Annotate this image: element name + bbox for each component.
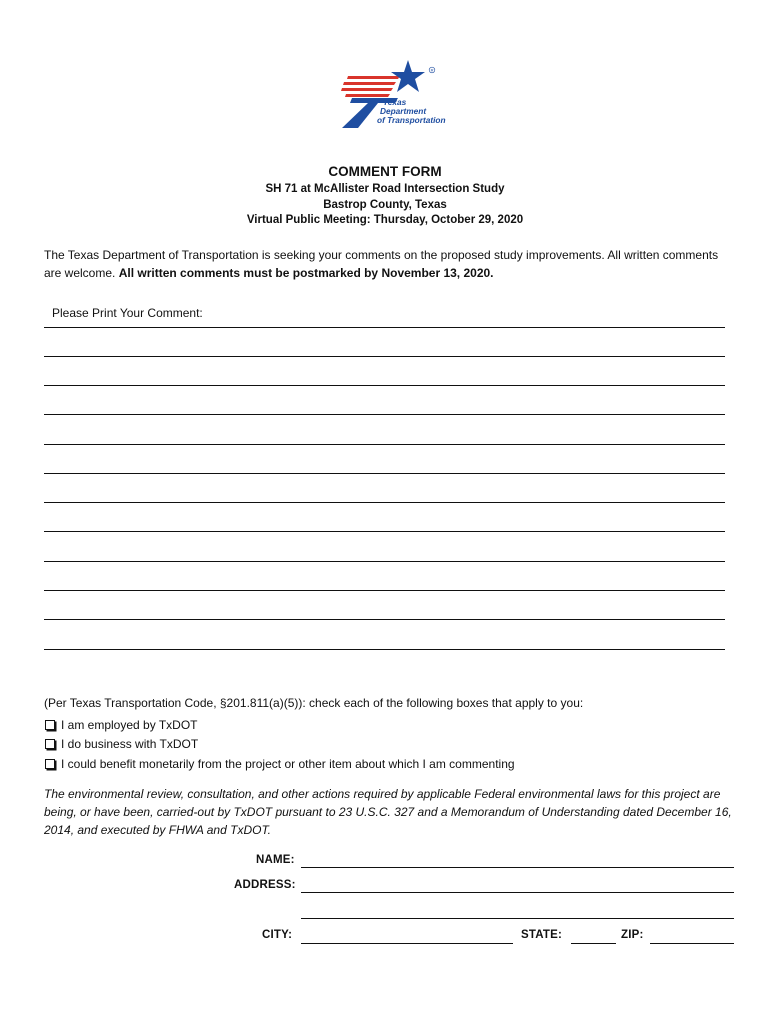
comment-label: Please Print Your Comment: xyxy=(52,306,203,320)
comment-line[interactable] xyxy=(44,561,725,562)
county-name: Bastrop County, Texas xyxy=(323,199,447,211)
address-field-line-1[interactable] xyxy=(301,892,734,893)
comment-line[interactable] xyxy=(44,356,725,357)
comment-line[interactable] xyxy=(44,619,725,620)
study-name: SH 71 at McAllister Road Intersection Study xyxy=(265,183,505,195)
zip-label: ZIP: xyxy=(621,929,644,941)
form-title: COMMENT FORM xyxy=(328,164,442,179)
meeting-info: Virtual Public Meeting: Thursday, October 29, 2020 xyxy=(246,214,524,226)
environmental-statement: The environmental review, consultation, and other actions required by applicable Federal environmental laws for this project are being, or have been, carried-out by TxDOT pursuant to 23 U.S.C. 327 and a Memorandum of Understanding dated December 16, 2014, and executed by FHWA and TxDOT. xyxy=(44,787,732,837)
logo-line-2: Department xyxy=(380,106,427,116)
checkbox-label: I do business with TxDOT xyxy=(61,737,199,751)
address-label: ADDRESS: xyxy=(234,879,296,891)
t-stem xyxy=(342,103,378,128)
checkbox[interactable] xyxy=(45,759,55,769)
address-field-line-2[interactable] xyxy=(301,918,734,919)
statute-text: (Per Texas Transportation Code, §201.811(a)(5)): check each of the following boxes that apply to you: xyxy=(44,696,584,710)
logo-line-1: Texas xyxy=(383,97,407,107)
red-speed-stripes xyxy=(341,76,400,97)
logo-line-3: of Transportation xyxy=(377,115,446,125)
state-label: STATE: xyxy=(521,929,563,941)
comment-line[interactable] xyxy=(44,327,725,328)
checkbox-item-employed[interactable] xyxy=(44,718,198,732)
checkbox[interactable] xyxy=(45,739,55,749)
checkbox-label: I could benefit monetarily from the project or other item about which I am commenting xyxy=(61,757,515,771)
city-label: CITY: xyxy=(262,929,293,941)
intro-deadline: All written comments must be postmarked by November 13, 2020. xyxy=(118,266,494,280)
name-label: NAME: xyxy=(256,854,295,866)
svg-text:R: R xyxy=(430,67,434,73)
comment-line[interactable] xyxy=(44,385,725,386)
comment-line[interactable] xyxy=(44,473,725,474)
city-field[interactable] xyxy=(301,943,513,944)
comment-line[interactable] xyxy=(44,649,725,650)
checkbox-item-benefit[interactable] xyxy=(44,757,515,771)
checkbox[interactable] xyxy=(45,720,55,730)
comment-line[interactable] xyxy=(44,590,725,591)
name-field[interactable] xyxy=(301,867,734,868)
comment-line[interactable] xyxy=(44,444,725,445)
state-field[interactable] xyxy=(571,943,616,944)
logo-wordmark xyxy=(377,98,447,125)
checkbox-label: I am employed by TxDOT xyxy=(61,718,198,732)
comment-line[interactable] xyxy=(44,414,725,415)
intro-paragraph xyxy=(44,246,734,282)
zip-field[interactable] xyxy=(650,943,734,944)
comment-line[interactable] xyxy=(44,531,725,532)
comment-line[interactable] xyxy=(44,502,725,503)
checkbox-item-business[interactable] xyxy=(44,737,198,751)
intro-text: The Texas Department of Transportation is seeking your comments on the proposed study improvements. All written comments are welcome. xyxy=(44,248,719,280)
